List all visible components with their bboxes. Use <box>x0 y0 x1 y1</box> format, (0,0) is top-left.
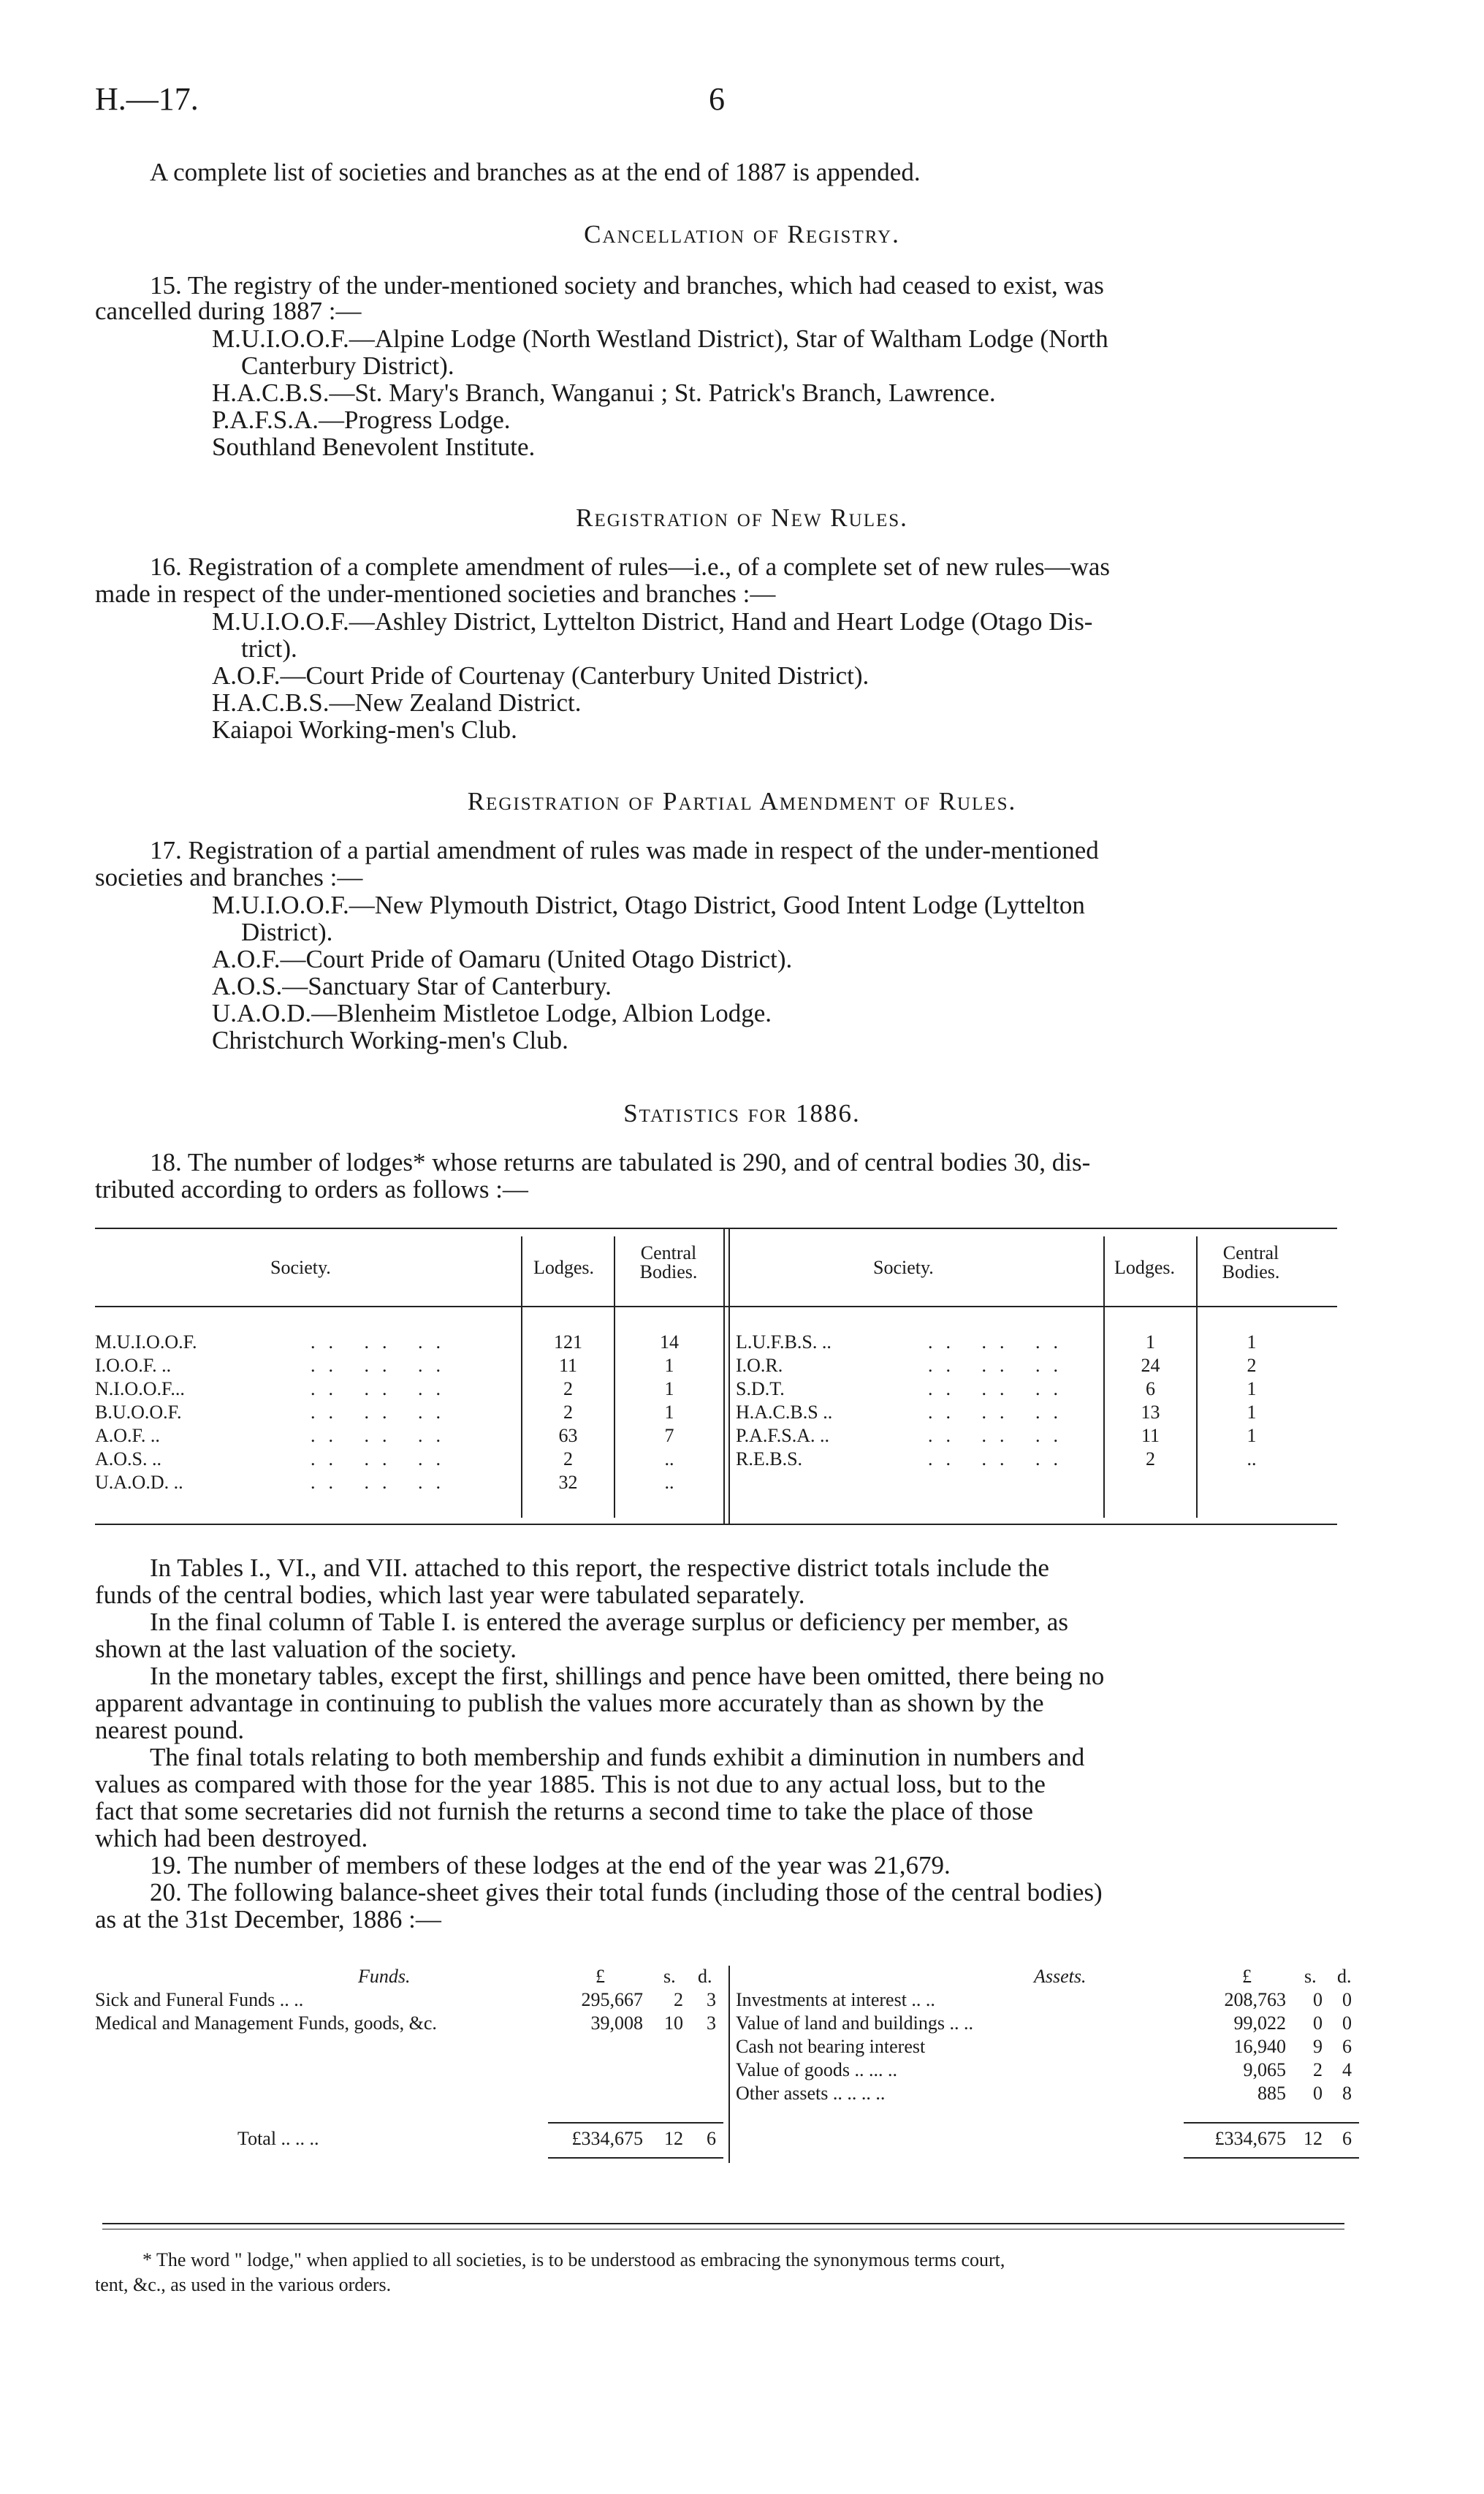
partial-rules-item: A.O.F.—Court Pride of Oamaru (United Otago District). <box>212 945 793 973</box>
central-value: 2 <box>1247 1355 1257 1376</box>
assets-pence: 8 <box>1342 2083 1352 2104</box>
funds-total-shillings: 12 <box>664 2128 683 2149</box>
new-rules-heading: Registration of New Rules. <box>576 503 908 532</box>
society-name: B.U.O.O.F. <box>95 1402 182 1423</box>
lodges-value: 2 <box>563 1448 573 1470</box>
society-name: P.A.F.S.A. .. <box>736 1425 829 1446</box>
footnote-line2: tent, &c., as used in the various orders. <box>95 2274 392 2295</box>
notes-line: shown at the last valuation of the society. <box>95 1635 517 1663</box>
assets-pounds: 99,022 <box>1233 2012 1286 2034</box>
new-rules-item: M.U.I.O.O.F.—Ashley District, Lyttelton District, Hand and Heart Lodge (Otago Dis- <box>212 607 1093 636</box>
col-header-society: Society. <box>270 1257 331 1278</box>
leader-dots: .. .. .. <box>311 1472 454 1493</box>
col-header-lodges: Lodges. <box>1114 1257 1176 1278</box>
funds-total-pounds: £334,675 <box>571 2128 643 2149</box>
leader-dots: .. .. .. <box>928 1331 1071 1353</box>
notes-line: which had been destroyed. <box>95 1824 368 1852</box>
footnote-line1: * The word " lodge," when applied to all societies, is to be understood as embracing the synonymous terms court, <box>142 2249 1005 2270</box>
funds-heading: Funds. <box>358 1966 411 1987</box>
notes-line: In the monetary tables, except the first, shillings and pence have been omitted, there being no <box>150 1662 1105 1690</box>
society-name: S.D.T. <box>736 1378 785 1399</box>
col-header-central: Central Bodies. <box>639 1242 698 1282</box>
statistics-heading: Statistics for 1886. <box>623 1099 861 1128</box>
assets-label: Cash not bearing interest <box>736 2036 926 2057</box>
assets-label: Other assets .. .. .. .. <box>736 2083 886 2104</box>
col-header-central: Central Bodies. <box>1222 1242 1280 1282</box>
lodges-value: 2 <box>563 1402 573 1423</box>
partial-rules-item: A.O.S.—Sanctuary Star of Canterbury. <box>212 972 612 1000</box>
assets-total-pence: 6 <box>1342 2128 1352 2149</box>
statistics-para-line1: 18. The number of lodges* whose returns are tabulated is 290, and of central bodies 30, dis- <box>150 1148 1091 1176</box>
new-rules-para-line2: made in respect of the under-mentioned societies and branches :— <box>95 579 776 608</box>
cancellation-item: M.U.I.O.O.F.—Alpine Lodge (North Westland District), Star of Waltham Lodge (North <box>212 324 1108 353</box>
assets-shillings: 0 <box>1313 2012 1323 2034</box>
assets-label: Investments at interest .. .. <box>736 1989 935 2010</box>
notes-line: apparent advantage in continuing to publish the values more accurately than as shown by the <box>95 1689 1044 1717</box>
central-value: 1 <box>1247 1378 1257 1399</box>
funds-total-pence: 6 <box>707 2128 716 2149</box>
leader-dots: .. .. .. <box>928 1378 1071 1399</box>
funds-pounds: 39,008 <box>590 2012 643 2034</box>
lodges-value: 24 <box>1141 1355 1160 1376</box>
partial-rules-item: U.A.O.D.—Blenheim Mistletoe Lodge, Albion Lodge. <box>212 999 772 1027</box>
funds-pence: 3 <box>707 1989 716 2010</box>
notes-line: The final totals relating to both membership and funds exhibit a diminution in numbers and <box>150 1743 1085 1771</box>
central-value: 1 <box>664 1355 674 1376</box>
lodges-value: 2 <box>1146 1448 1155 1470</box>
leader-dots: .. .. .. <box>311 1448 454 1470</box>
assets-shillings: 0 <box>1313 1989 1323 2010</box>
notes-line: funds of the central bodies, which last year were tabulated separately. <box>95 1581 805 1609</box>
notes-line: In Tables I., VI., and VII. attached to this report, the respective district totals include the <box>150 1554 1049 1582</box>
assets-shillings: 9 <box>1313 2036 1323 2057</box>
new-rules-item: A.O.F.—Court Pride of Courtenay (Canterbury United District). <box>212 661 870 690</box>
pound-header: £ <box>1242 1966 1252 1987</box>
cancellation-para-line1: 15. The registry of the under-mentioned society and branches, which had ceased to exist, was <box>150 271 1104 300</box>
central-value: 1 <box>1247 1425 1257 1446</box>
funds-label: Sick and Funeral Funds .. .. <box>95 1989 304 2010</box>
leader-dots: .. .. .. <box>928 1448 1071 1470</box>
leader-dots: .. .. .. <box>311 1425 454 1446</box>
partial-rules-item: District). <box>241 918 333 946</box>
assets-shillings: 2 <box>1313 2059 1323 2080</box>
assets-shillings: 0 <box>1313 2083 1323 2104</box>
shilling-header: s. <box>1304 1966 1317 1987</box>
shilling-header: s. <box>663 1966 676 1987</box>
assets-pounds: 9,065 <box>1243 2059 1286 2080</box>
notes-line: In the final column of Table I. is entered the average surplus or deficiency per member, as <box>150 1608 1068 1636</box>
society-name: A.O.F. .. <box>95 1425 160 1446</box>
cancellation-item: Canterbury District). <box>241 351 454 380</box>
central-value: .. <box>664 1448 674 1470</box>
notes-line: 19. The number of members of these lodges at the end of the year was 21,679. <box>150 1851 951 1879</box>
lodges-value: 11 <box>1141 1425 1160 1446</box>
new-rules-para-line1: 16. Registration of a complete amendment of rules—i.e., of a complete set of new rules—was <box>150 552 1111 581</box>
funds-label: Medical and Management Funds, goods, &c. <box>95 2012 437 2034</box>
notes-line: fact that some secretaries did not furnish the returns a second time to take the place of those <box>95 1797 1033 1825</box>
lodges-value: 1 <box>1146 1331 1155 1353</box>
lodges-value: 11 <box>558 1355 578 1376</box>
leader-dots: .. .. .. <box>928 1402 1071 1423</box>
central-value: 1 <box>1247 1331 1257 1353</box>
funds-pounds: 295,667 <box>581 1989 643 2010</box>
assets-total-pounds: £334,675 <box>1214 2128 1286 2149</box>
lodges-value: 13 <box>1141 1402 1160 1423</box>
funds-shillings: 10 <box>664 2012 683 2034</box>
society-name: R.E.B.S. <box>736 1448 803 1470</box>
central-value: 14 <box>660 1331 679 1353</box>
footnote-rule <box>102 2223 1344 2224</box>
statistics-para-line2: tributed according to orders as follows :— <box>95 1175 528 1204</box>
central-value: 1 <box>1247 1402 1257 1423</box>
pence-header: d. <box>698 1966 712 1987</box>
lodges-value: 121 <box>554 1331 582 1353</box>
partial-rules-heading: Registration of Partial Amendment of Rules. <box>467 787 1017 816</box>
notes-line: as at the 31st December, 1886 :— <box>95 1905 441 1934</box>
assets-pounds: 16,940 <box>1233 2036 1286 2057</box>
lodges-value: 6 <box>1146 1378 1155 1399</box>
lodges-value: 2 <box>563 1378 573 1399</box>
society-name: A.O.S. .. <box>95 1448 162 1470</box>
society-name: L.U.F.B.S. .. <box>736 1331 832 1353</box>
society-name: I.O.R. <box>736 1355 783 1376</box>
central-value: .. <box>664 1472 674 1493</box>
cancellation-item: Southland Benevolent Institute. <box>212 433 536 461</box>
assets-pence: 0 <box>1342 2012 1352 2034</box>
society-name: U.A.O.D. .. <box>95 1472 183 1493</box>
new-rules-item: Kaiapoi Working-men's Club. <box>212 715 517 744</box>
report-reference: H.—17. <box>95 81 199 117</box>
leader-dots: .. .. .. <box>928 1425 1071 1446</box>
partial-rules-para-line1: 17. Registration of a partial amendment of rules was made in respect of the under-mentioned <box>150 836 1099 864</box>
intro-text: A complete list of societies and branches as at the end of 1887 is appended. <box>150 158 921 186</box>
notes-line: 20. The following balance-sheet gives their total funds (including those of the central bodies) <box>150 1878 1103 1906</box>
partial-rules-item: M.U.I.O.O.F.—New Plymouth District, Otago District, Good Intent Lodge (Lyttelton <box>212 891 1085 919</box>
assets-pence: 6 <box>1342 2036 1352 2057</box>
funds-pence: 3 <box>707 2012 716 2034</box>
assets-pounds: 885 <box>1257 2083 1286 2104</box>
cancellation-item: P.A.F.S.A.—Progress Lodge. <box>212 406 511 434</box>
central-value: 1 <box>664 1402 674 1423</box>
assets-label: Value of land and buildings .. .. <box>736 2012 973 2034</box>
leader-dots: .. .. .. <box>311 1355 454 1376</box>
funds-shillings: 2 <box>674 1989 683 2010</box>
society-name: N.I.O.O.F... <box>95 1378 185 1399</box>
central-value: 7 <box>664 1425 674 1446</box>
assets-pence: 4 <box>1342 2059 1352 2080</box>
society-name: I.O.O.F. .. <box>95 1355 172 1376</box>
new-rules-item: H.A.C.B.S.—New Zealand District. <box>212 688 582 717</box>
society-name: H.A.C.B.S .. <box>736 1402 833 1423</box>
notes-line: nearest pound. <box>95 1716 245 1744</box>
leader-dots: .. .. .. <box>928 1355 1071 1376</box>
assets-label: Value of goods .. ... .. <box>736 2059 897 2080</box>
leader-dots: .. .. .. <box>311 1402 454 1423</box>
assets-total-shillings: 12 <box>1304 2128 1323 2149</box>
central-value: .. <box>1247 1448 1257 1470</box>
cancellation-para-line2: cancelled during 1887 :— <box>95 297 362 325</box>
pence-header: d. <box>1337 1966 1352 1987</box>
cancellation-item: H.A.C.B.S.—St. Mary's Branch, Wanganui ; St. Patrick's Branch, Lawrence. <box>212 379 996 407</box>
lodges-value: 32 <box>558 1472 578 1493</box>
col-header-society: Society. <box>873 1257 934 1278</box>
funds-total-label: Total .. .. .. <box>237 2128 319 2149</box>
partial-rules-item: Christchurch Working-men's Club. <box>212 1026 568 1054</box>
notes-line: values as compared with those for the year 1885. This is not due to any actual loss, but to the <box>95 1770 1046 1798</box>
assets-heading: Assets. <box>1034 1966 1087 1987</box>
assets-pence: 0 <box>1342 1989 1352 2010</box>
leader-dots: .. .. .. <box>311 1331 454 1353</box>
leader-dots: .. .. .. <box>311 1378 454 1399</box>
page-number: 6 <box>709 81 725 117</box>
cancellation-heading: Cancellation of Registry. <box>584 220 900 248</box>
society-name: M.U.I.O.O.F. <box>95 1331 197 1353</box>
new-rules-item: trict). <box>241 634 297 663</box>
partial-rules-para-line2: societies and branches :— <box>95 863 363 891</box>
col-header-lodges: Lodges. <box>533 1257 595 1278</box>
lodges-value: 63 <box>558 1425 578 1446</box>
assets-pounds: 208,763 <box>1224 1989 1286 2010</box>
pound-header: £ <box>595 1966 605 1987</box>
central-value: 1 <box>664 1378 674 1399</box>
